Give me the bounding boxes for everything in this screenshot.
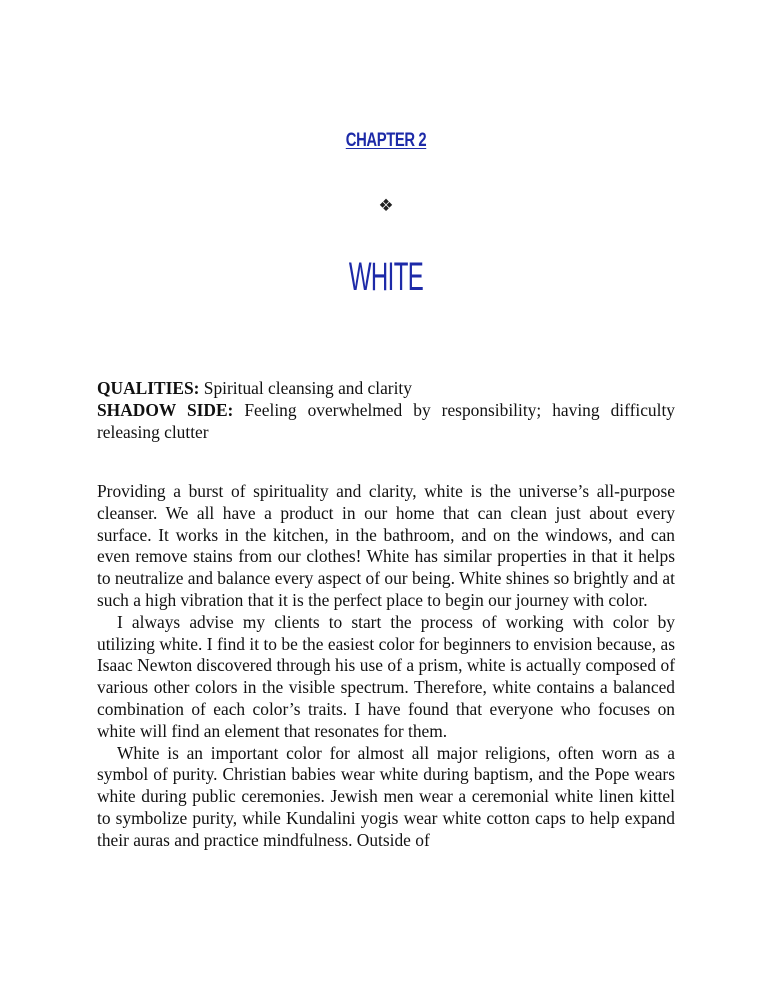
body-text (97, 481, 675, 852)
paragraph: I always advise my clients to start the process of working with color by utilizing white. I find it to be the easiest color for beginners to envision because, as Isaac Newton discovered through his use of a prism, white is actually composed of various other colors in the visible spectrum. Therefore, white contains a balanced combination of each color’s traits. I have found that everyone who focuses on white will find an element that resonates for them. (97, 611, 675, 741)
color-attributes (97, 377, 675, 443)
ornament-icon: ❖ (378, 196, 394, 216)
qualities-line (97, 377, 675, 399)
qualities-label: QUALITIES: (97, 378, 200, 398)
paragraph: White is an important color for almost all major religions, often worn as a symbol of purity. Christian babies wear white during baptism, and the Pope wears white during public ceremonies. Jewish men wear a ceremonial white linen kittel to symbolize purity, while Kundalini yogis wear white cotton caps to help expand their auras and practice mindfulness. Outside of (97, 742, 675, 850)
paragraph: Providing a burst of spirituality and clarity, white is the universe’s all-purpose cleanser. We all have a product in our home that can clean just about every surface. It works in the kitchen, in the bathroom, and on the windows, and can even remove stains from our clothes! White has similar properties in that it helps to neutralize and balance every aspect of our being. White shines so brightly and at such a high vibration that it is the perfect place to begin our journey with color. (97, 481, 675, 610)
shadow-side-line (97, 399, 675, 443)
chapter-number: CHAPTER 2 (345, 130, 427, 151)
shadow-side-text: Feeling overwhelmed by responsibility; having difficulty releasing clutter (97, 400, 675, 442)
shadow-side-label: SHADOW SIDE: (97, 400, 234, 420)
chapter-title: WHITE (348, 255, 424, 299)
qualities-text: Spiritual cleansing and clarity (199, 378, 412, 398)
